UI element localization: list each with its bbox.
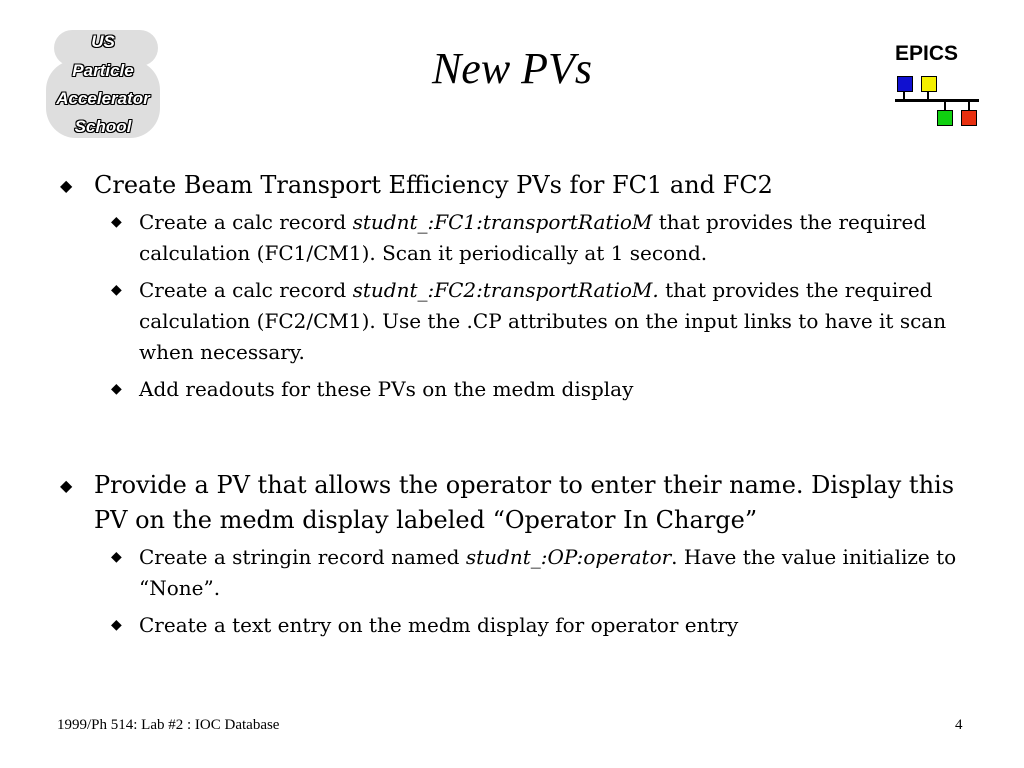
sub-bullet-text: that provides the required calculation (FC1/CM1). Scan it periodically at 1 second. (139, 210, 927, 265)
sub-bullet-item (60, 275, 960, 368)
connector-line (895, 99, 979, 102)
diamond-bullet-icon: ◆ (111, 282, 122, 298)
logo-text-line: Accelerator (56, 89, 150, 108)
red-square (961, 110, 977, 126)
diamond-bullet-icon: ◆ (60, 176, 73, 195)
bullet-text: Create Beam Transport Efficiency PVs for FC1 and FC2 (94, 171, 773, 199)
sub-bullet-item (60, 542, 960, 604)
sub-bullet-item (60, 374, 960, 405)
bullet-item (60, 468, 960, 538)
sub-bullet-item (60, 207, 960, 269)
slide-title: New PVs (431, 44, 593, 93)
bullet-item (60, 168, 960, 203)
diamond-bullet-icon: ◆ (111, 214, 122, 230)
sub-bullet-text: that provides the required calculation (FC2/CM1). Use the .CP attributes on the input links to have it scan when necessary. (139, 278, 947, 364)
yellow-square (921, 76, 937, 92)
sub-bullet-item (60, 610, 960, 641)
sub-bullet-text: Create a calc record (139, 210, 353, 234)
page-number: 4 (955, 717, 963, 733)
logo-text-line: Particle (72, 61, 134, 80)
epics-label: EPICS (895, 42, 959, 65)
diamond-bullet-icon: ◆ (111, 549, 122, 565)
connector-stub (903, 92, 905, 100)
connector-stub (927, 92, 929, 100)
record-name: studnt_:FC1:transportRatioM (352, 210, 653, 234)
sub-bullet-text: . Have the value initialize to “None”. (139, 545, 957, 600)
record-name: studnt_:FC2:transportRatioM. (352, 278, 659, 302)
logo-text-line: School (74, 117, 132, 136)
sub-bullet-text: Create a text entry on the medm display for operator entry (139, 613, 739, 637)
diamond-bullet-icon: ◆ (111, 381, 122, 397)
diamond-bullet-icon: ◆ (60, 476, 73, 495)
blue-square (897, 76, 913, 92)
logo-text-line: US (91, 32, 115, 51)
sub-bullet-text: Create a stringin record named (139, 545, 466, 569)
diamond-bullet-icon: ◆ (111, 617, 122, 633)
footer-course-label: 1999/Ph 514: Lab #2 : IOC Database (57, 717, 280, 733)
sub-bullet-text: Create a calc record (139, 278, 353, 302)
slide-content (60, 168, 960, 641)
green-square (937, 110, 953, 126)
record-name: studnt_:OP:operator (465, 545, 672, 569)
bullet-text: Provide a PV that allows the operator to enter their name. Display this PV on the medm display labeled “Operator In Charge” (94, 471, 955, 534)
sub-bullet-text: Add readouts for these PVs on the medm display (139, 377, 634, 401)
